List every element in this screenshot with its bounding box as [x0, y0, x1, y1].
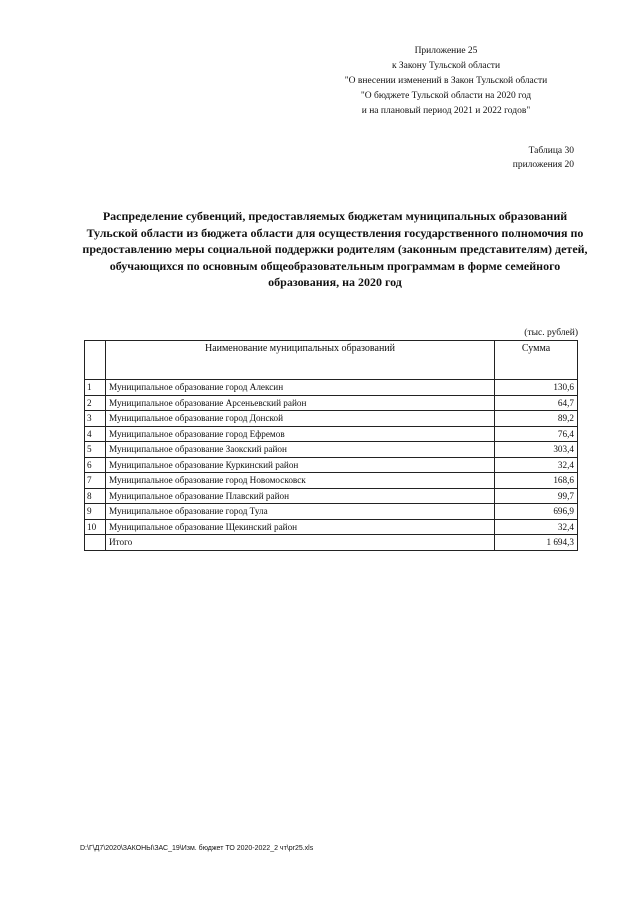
row-name: Муниципальное образование Щекинский район	[106, 519, 495, 535]
units-label: (тыс. рублей)	[524, 328, 578, 338]
header-line: и на плановый период 2021 и 2022 годов"	[361, 106, 531, 116]
row-name: Муниципальное образование Заокский район	[106, 442, 495, 458]
document-title: Распределение субвенций, предоставляемых бюджетам муниципальных образований Тульской области из бюджета области для осуществления государственного полномочия по предоставлению меры социальной поддержки родителям (законным представителям) детей, обучающихся по основным общеобразовательным программам в форме семейного образования, на 2020 год	[82, 209, 588, 289]
table-ref-line: приложения 20	[512, 160, 574, 170]
total-label: Итого	[106, 535, 495, 551]
table-header-row	[85, 341, 578, 380]
header-line: "О внесении изменений в Закон Тульской области	[344, 76, 548, 86]
row-sum: 696,9	[495, 504, 578, 520]
row-sum: 89,2	[495, 411, 578, 427]
row-num: 7	[85, 473, 106, 489]
total-sum: 1 694,3	[495, 535, 578, 551]
row-num: 2	[85, 395, 106, 411]
table-reference	[454, 144, 574, 172]
header-num-cell	[85, 341, 106, 380]
row-name: Муниципальное образование город Тула	[106, 504, 495, 520]
row-num: 5	[85, 442, 106, 458]
table-ref-line: Таблица 30	[528, 146, 574, 156]
table-row	[85, 473, 578, 489]
row-name: Муниципальное образование город Донской	[106, 411, 495, 427]
row-name: Муниципальное образование город Новомосковск	[106, 473, 495, 489]
subsidy-table	[84, 340, 578, 551]
table-row	[85, 395, 578, 411]
row-num: 4	[85, 426, 106, 442]
table-row	[85, 504, 578, 520]
row-num: 10	[85, 519, 106, 535]
row-sum: 99,7	[495, 488, 578, 504]
header-line: Приложение 25	[414, 46, 478, 56]
table-row	[85, 488, 578, 504]
row-sum: 130,6	[495, 380, 578, 396]
table-row	[85, 442, 578, 458]
row-num: 9	[85, 504, 106, 520]
header-sum-cell: Сумма	[495, 341, 578, 380]
row-num: 6	[85, 457, 106, 473]
header-name-cell: Наименование муниципальных образований	[106, 341, 495, 380]
table-row	[85, 426, 578, 442]
total-num-cell	[85, 535, 106, 551]
row-num: 8	[85, 488, 106, 504]
row-name: Муниципальное образование город Алексин	[106, 380, 495, 396]
row-name: Муниципальное образование город Ефремов	[106, 426, 495, 442]
row-name: Муниципальное образование Арсеньевский район	[106, 395, 495, 411]
header-line: к Закону Тульской области	[391, 61, 501, 71]
table-row	[85, 457, 578, 473]
row-sum: 32,4	[495, 457, 578, 473]
row-name: Муниципальное образование Куркинский район	[106, 457, 495, 473]
table-row	[85, 380, 578, 396]
table-row	[85, 519, 578, 535]
row-sum: 76,4	[495, 426, 578, 442]
row-num: 3	[85, 411, 106, 427]
total-row	[85, 535, 578, 551]
row-sum: 64,7	[495, 395, 578, 411]
row-sum: 303,4	[495, 442, 578, 458]
appendix-header	[316, 44, 576, 119]
header-line: "О бюджете Тульской области на 2020 год	[360, 91, 532, 101]
row-name: Муниципальное образование Плавский район	[106, 488, 495, 504]
row-sum: 168,6	[495, 473, 578, 489]
file-path-footer: D:\Г\Д7\2020\ЗАКОНЫ\ЗАС_19\Изм. бюджет ТО 2020-2022_2 чт\pr25.xls	[80, 845, 314, 852]
row-sum: 32,4	[495, 519, 578, 535]
row-num: 1	[85, 380, 106, 396]
table-row	[85, 411, 578, 427]
